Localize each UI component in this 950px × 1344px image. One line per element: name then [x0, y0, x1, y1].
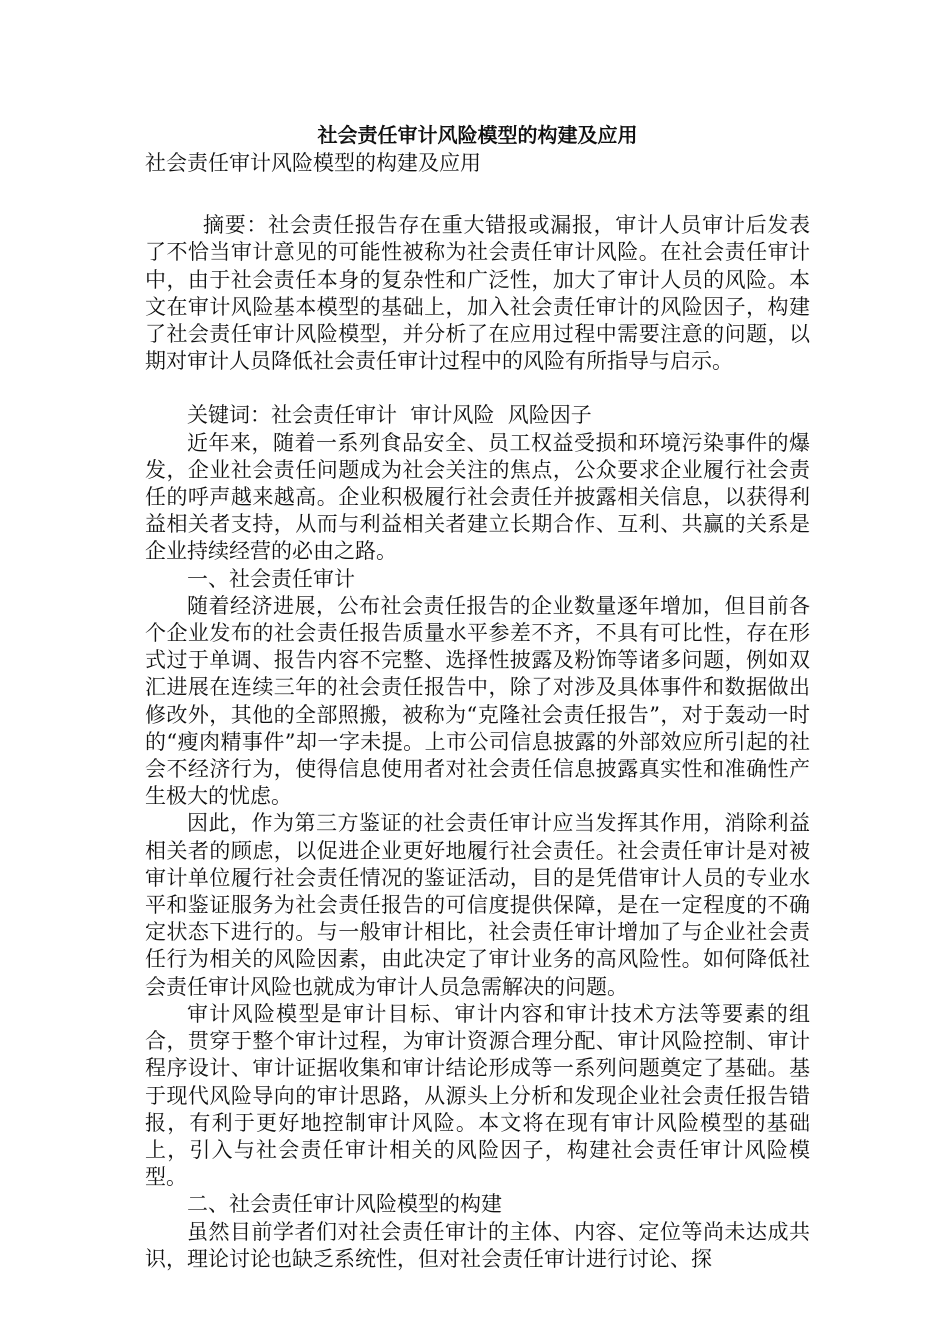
section1-paragraph-1: 随着经济进展，公布社会责任报告的企业数量逐年增加，但目前各个企业发布的社会责任报告质量水平参差不齐，不具有可比性，存在形式过于单调、报告内容不完整、选择性披露及粉饰等诸多问题，例如双汇进展在连续三年的社会责任报告中，除了对涉及具体事件和数据做出修改外，其他的全部照搬，被称为“克隆社会责任报告”，对于轰动一时的“瘦肉精事件”却一字未提。上市公司信息披露的外部效应所引起的社会不经济行为，使得信息使用者对社会责任信息披露真实性和准确性产生极大的忧虑。 — [145, 593, 810, 809]
document-body — [145, 122, 810, 1273]
document-title: 社会责任审计风险模型的构建及应用 — [317, 123, 638, 147]
blank-line — [145, 375, 810, 402]
section2-paragraph-1: 虽然目前学者们对社会责任审计的主体、内容、定位等尚未达成共识，理论讨论也缺乏系统性，但对社会责任审计进行讨论、探 — [145, 1219, 810, 1271]
section1-paragraph-3: 审计风险模型是审计目标、审计内容和审计技术方法等要素的组合，贯穿于整个审计过程，为审计资源合理分配、审计风险控制、审计程序设计、审计证据收集和审计结论形成等一系列问题奠定了基础。基于现代风险导向的审计思路，从源头上分析和发现企业社会责任报告错报，有利于更好地控制审计风险。本文将在现有审计风险模型的基础上，引入与社会责任审计相关的风险因子，构建社会责任审计风险模型。 — [145, 1001, 810, 1190]
intro-paragraph: 近年来，随着一系列食品安全、员工权益受损和环境污染事件的爆发，企业社会责任问题成为社会关注的焦点，公众要求企业履行社会责任的呼声越来越高。企业积极履行社会责任并披露相关信息，以获得利益相关者支持，从而与利益相关者建立长期合作、互利、共赢的关系是企业持续经营的必由之路。 — [145, 430, 810, 564]
keywords-line: 关键词：社会责任审计 审计风险 风险因子 — [187, 403, 592, 428]
abstract-paragraph: 摘要：社会责任报告存在重大错报或漏报，审计人员审计后发表了不恰当审计意见的可能性被称为社会责任审计风险。在社会责任审计中，由于社会责任本身的复杂性和广泛性，加大了审计人员的风险。本文在审计风险基本模型的基础上，加入社会责任审计的风险因子，构建了社会责任审计风险模型，并分析了在应用过程中需要注意的问题，以期对审计人员降低社会责任审计过程中的风险有所指导与启示。 — [145, 213, 810, 374]
section-heading-1: 一、社会责任审计 — [187, 566, 355, 591]
section-heading-2: 二、社会责任审计风险模型的构建 — [187, 1192, 502, 1217]
document-subtitle: 社会责任审计风险模型的构建及应用 — [145, 151, 481, 175]
section1-paragraph-2: 因此，作为第三方鉴证的社会责任审计应当发挥其作用，消除利益相关者的顾虑，以促进企业更好地履行社会责任。社会责任审计是对被审计单位履行社会责任情况的鉴证活动，目的是凭借审计人员的专业水平和鉴证服务为社会责任报告的可信度提供保障，是在一定程度的不确定状态下进行的。与一般审计相比，社会责任审计增加了与企业社会责任行为相关的风险因素，由此决定了审计业务的高风险性。如何降低社会责任审计风险也就成为审计人员急需解决的问题。 — [145, 811, 810, 999]
blank-line — [145, 177, 810, 204]
